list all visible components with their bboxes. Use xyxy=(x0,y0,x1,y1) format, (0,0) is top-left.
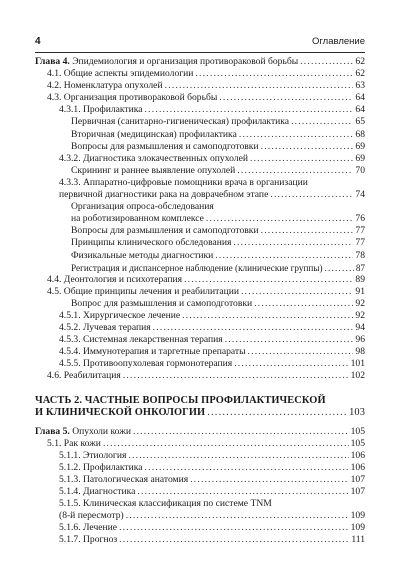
toc-entry-4-3-3-line1[interactable]: 4.3.3. Аппаратно-цифровые помощники врача в организации xyxy=(59,176,308,188)
spacer xyxy=(35,383,365,395)
toc-entry-4-6[interactable] xyxy=(35,370,365,382)
toc-entry-4-5-5[interactable] xyxy=(35,358,365,370)
dot-leader xyxy=(237,165,353,177)
chapter-title: Опухоли кожи xyxy=(72,425,131,437)
entry-title: 4.5.3. Системная лекарственная терапия xyxy=(59,334,223,346)
dot-leader xyxy=(234,358,348,370)
toc-entry-questions-2[interactable] xyxy=(35,225,365,237)
toc-entry-4-5-2[interactable] xyxy=(35,322,365,334)
toc-entry-4-5-3[interactable] xyxy=(35,334,365,346)
page-ref: 89 xyxy=(355,273,365,285)
page-ref: 96 xyxy=(355,334,365,346)
entry-title: 4.3.1. Профилактика xyxy=(59,104,143,116)
entry-title: 4.3.2. Диагностика злокачественных опухолей xyxy=(59,152,248,164)
toc-entry-survey-line1[interactable]: Организация опроса-обследования xyxy=(71,201,214,213)
entry-title: 4.5.1. Хирургическое лечение xyxy=(59,309,181,321)
toc-entry-screening[interactable] xyxy=(35,165,365,177)
entry-title: Вопрос для размышления и самоподготовки xyxy=(71,297,253,309)
entry-title: 5.1.6. Лечение xyxy=(59,522,118,534)
toc-entry-questions-1[interactable] xyxy=(35,141,365,153)
dot-leader xyxy=(190,474,348,486)
entry-title: И КЛИНИЧЕСКОЙ ОНКОЛОГИИ xyxy=(35,407,206,419)
entry-title: Регистрация и диспансерное наблюдение (клинические группы) xyxy=(71,262,323,273)
toc-entry-5-1-5-line1[interactable]: 5.1.5. Клиническая классификация по системе TNM xyxy=(59,498,272,510)
entry-title: 5.1.2. Профилактика xyxy=(59,461,143,473)
toc-entry-secondary-prevention[interactable] xyxy=(35,129,365,141)
page-ref: 64 xyxy=(355,104,365,116)
dot-leader xyxy=(261,225,354,237)
chapter-label: Глава 5. xyxy=(35,425,70,437)
toc-entry-5-1-2[interactable] xyxy=(35,462,365,474)
dot-leader xyxy=(123,370,349,382)
entry-title: Физикальные методы диагностики xyxy=(71,249,214,261)
page-ref: 102 xyxy=(350,370,365,382)
toc-entry-4-5-4[interactable] xyxy=(35,346,365,358)
dot-leader xyxy=(184,274,353,286)
page-ref: 101 xyxy=(350,358,365,370)
page-ref: 107 xyxy=(350,486,365,497)
toc-entry-5-1-4[interactable] xyxy=(35,486,365,498)
entry-title: Вопросы для размышления и самоподготовки xyxy=(71,225,259,237)
dot-leader xyxy=(254,298,353,310)
toc-entry-survey[interactable] xyxy=(35,213,365,225)
page-ref: 77 xyxy=(355,225,365,237)
dot-leader xyxy=(206,213,354,225)
dot-leader xyxy=(215,250,353,262)
dot-leader xyxy=(225,334,354,346)
dot-leader xyxy=(241,286,353,298)
dot-leader xyxy=(261,141,354,153)
entry-title: Первичная (санитарно-гигиеническая) профилактика xyxy=(71,116,290,128)
chapter-label: Глава 4. xyxy=(35,56,70,67)
page-ref: 87 xyxy=(355,262,365,273)
toc-entry-part-2[interactable] xyxy=(35,407,365,420)
page-ref: 62 xyxy=(355,56,365,67)
page-ref: 70 xyxy=(355,164,365,176)
toc-entry-4-5-1[interactable] xyxy=(35,310,365,322)
toc-entry-5-1-5[interactable] xyxy=(35,510,365,522)
toc-entry-5-1-6[interactable] xyxy=(35,522,365,534)
page-ref: 65 xyxy=(355,116,365,128)
page-ref: 69 xyxy=(355,140,365,152)
dot-leader xyxy=(137,486,348,498)
page-ref: 91 xyxy=(355,285,365,297)
entry-title: (8-й пересмотр) xyxy=(59,510,124,522)
dot-leader xyxy=(248,346,354,358)
toc-entry-chapter-5[interactable] xyxy=(35,426,365,438)
page-ref: 98 xyxy=(355,346,365,358)
entry-title: 4.6. Реабилитация xyxy=(47,370,121,382)
toc-entry-5-1-3[interactable] xyxy=(35,474,365,486)
toc-entry-5-1-1[interactable] xyxy=(35,450,365,462)
dot-leader xyxy=(239,129,354,141)
running-title: Оглавление xyxy=(312,36,365,47)
toc-entry-clinical-exam[interactable] xyxy=(35,237,365,249)
page-ref: 105 xyxy=(350,437,365,449)
entry-title: 5.1.1. Этиология xyxy=(59,449,127,461)
entry-title: 4.3. Организация противораковой борьбы xyxy=(47,92,218,104)
toc-entry-physical-methods[interactable] xyxy=(35,250,365,262)
entry-title: первичной диагностики рака на доврачебном этапе xyxy=(59,189,269,201)
page-ref: 63 xyxy=(355,80,365,92)
page-ref: 109 xyxy=(350,510,365,522)
entry-title: 4.1. Общие аспекты эпидемиологии xyxy=(47,68,194,80)
dot-leader xyxy=(128,450,348,462)
toc-entry-4-3-1[interactable] xyxy=(35,104,365,116)
entry-title: 4.5.5. Противоопухолевая гормонотерапия xyxy=(59,358,233,370)
dot-leader xyxy=(119,534,349,546)
entry-title: 5.1.3. Патологическая анатомия xyxy=(59,473,189,485)
page-header xyxy=(35,36,365,53)
page-ref: 92 xyxy=(355,297,365,309)
entry-title: 4.2. Номенклатура опухолей xyxy=(47,80,163,92)
toc-entry-registration[interactable] xyxy=(35,262,365,274)
dot-leader xyxy=(182,310,353,322)
toc-entry-4-2[interactable] xyxy=(35,80,365,92)
table-of-contents xyxy=(35,56,365,546)
dot-leader xyxy=(195,68,353,80)
page-ref: 77 xyxy=(355,237,365,249)
entry-title: 5.1.4. Диагностика xyxy=(59,486,136,497)
page-ref: 68 xyxy=(355,128,365,140)
entry-title: 5.1.7. Прогноз xyxy=(59,534,118,546)
dot-leader xyxy=(233,237,353,249)
entry-title: 4.5. Общие принципы лечения и реабилитации xyxy=(47,285,240,297)
page-ref: 78 xyxy=(355,249,365,261)
dot-leader xyxy=(270,189,353,201)
dot-leader xyxy=(325,262,354,274)
dot-leader xyxy=(291,116,353,128)
dot-leader xyxy=(153,322,354,334)
toc-entry-question-3[interactable] xyxy=(35,298,365,310)
dot-leader xyxy=(219,92,353,104)
dot-leader xyxy=(165,80,354,92)
page-ref: 69 xyxy=(355,152,365,164)
entry-title: на роботизированном комплексе xyxy=(71,213,204,225)
part-2-title-line1[interactable]: ЧАСТЬ 2. ЧАСТНЫЕ ВОПРОСЫ ПРОФИЛАКТИЧЕСКОЙ xyxy=(35,394,326,406)
page-ref: 111 xyxy=(351,534,365,546)
chapter-title: Эпидемиология и организация противораковой борьбы xyxy=(72,56,299,67)
page-ref: 76 xyxy=(355,213,365,225)
dot-leader xyxy=(119,522,349,534)
dot-leader xyxy=(145,462,349,474)
page-ref: 103 xyxy=(349,407,365,419)
page-number: 4 xyxy=(35,36,41,47)
page-ref: 74 xyxy=(355,189,365,201)
entry-title: 4.5.2. Лучевая терапия xyxy=(59,322,151,334)
entry-title: Скрининг и раннее выявление опухолей xyxy=(71,164,236,176)
page-ref: 94 xyxy=(355,322,365,334)
dot-leader xyxy=(207,407,347,420)
page-ref: 107 xyxy=(350,473,365,485)
dot-leader xyxy=(250,153,353,165)
toc-entry-primary-prevention[interactable] xyxy=(35,116,365,128)
entry-title: Вторичная (медицинская) профилактика xyxy=(71,128,237,140)
page-ref: 92 xyxy=(355,309,365,321)
dot-leader xyxy=(133,426,349,438)
toc-entry-5-1[interactable] xyxy=(35,438,365,450)
toc-entry-4-3-3[interactable] xyxy=(35,189,365,201)
dot-leader xyxy=(103,438,349,450)
dot-leader xyxy=(145,104,354,116)
toc-entry-4-3[interactable] xyxy=(35,92,365,104)
page-ref: 105 xyxy=(350,425,365,437)
page-ref: 109 xyxy=(350,522,365,534)
page-ref: 106 xyxy=(350,449,365,461)
dot-leader xyxy=(300,56,353,68)
toc-entry-4-4[interactable] xyxy=(35,274,365,286)
page-ref: 106 xyxy=(350,461,365,473)
page-ref: 64 xyxy=(355,92,365,104)
entry-title: Принципы клинического обследования xyxy=(71,237,232,249)
toc-entry-4-3-2[interactable] xyxy=(35,153,365,165)
entry-title: 4.5.4. Иммунотерапия и таргетные препараты xyxy=(59,346,246,358)
dot-leader xyxy=(126,510,349,522)
toc-entry-4-1[interactable] xyxy=(35,68,365,80)
toc-entry-5-1-7[interactable] xyxy=(35,534,365,546)
page-ref: 62 xyxy=(355,68,365,80)
toc-entry-chapter-4[interactable] xyxy=(35,56,365,68)
entry-title: 5.1. Рак кожи xyxy=(47,437,101,449)
entry-title: 4.4. Деонтология и психотерапия xyxy=(47,273,183,285)
entry-title: Вопросы для размышления и самоподготовки xyxy=(71,140,259,152)
toc-entry-4-5[interactable] xyxy=(35,286,365,298)
